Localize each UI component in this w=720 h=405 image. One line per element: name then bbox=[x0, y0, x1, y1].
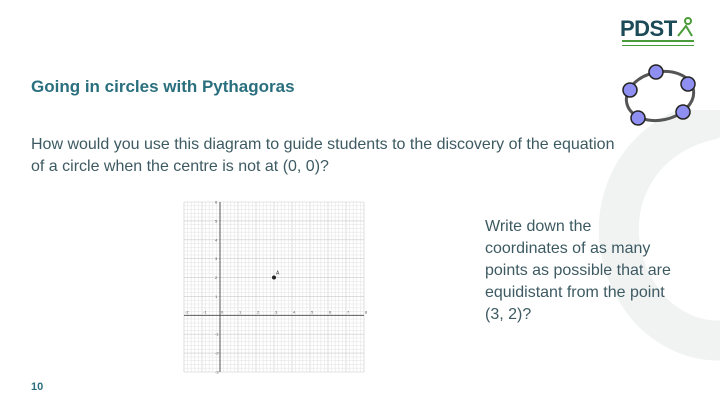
grid-svg bbox=[180, 198, 368, 376]
y-tick-label: 5 bbox=[215, 218, 218, 224]
x-tick-label: 8 bbox=[365, 309, 368, 315]
x-tick-label: 5 bbox=[311, 309, 314, 315]
x-tick-label: 6 bbox=[329, 309, 332, 315]
geogebra-icon bbox=[616, 60, 706, 128]
logo-text: PDST bbox=[620, 16, 677, 41]
x-tick-label: -1 bbox=[203, 309, 207, 315]
y-tick-label: -2 bbox=[215, 350, 219, 356]
pdst-logo bbox=[620, 14, 698, 52]
x-tick-label: 2 bbox=[257, 309, 260, 315]
coordinate-grid bbox=[180, 198, 368, 381]
x-tick-label: 3 bbox=[275, 309, 278, 315]
x-tick-label: 4 bbox=[293, 309, 296, 315]
side-prompt-text: Write down the coordinates of as many points as possible that are equidistant from the point (3, 2)? bbox=[485, 218, 671, 323]
y-tick-label: 1 bbox=[215, 293, 218, 299]
y-tick-label: 6 bbox=[215, 199, 218, 205]
y-tick-label: 2 bbox=[215, 275, 218, 281]
y-tick-label: -1 bbox=[215, 331, 219, 337]
question-text: How would you use this diagram to guide students to the discovery of the equation of a circle when the centre is not at (0, 0)? bbox=[31, 136, 615, 175]
y-tick-label: 4 bbox=[215, 237, 218, 243]
slide-title: Going in circles with Pythagoras bbox=[31, 77, 295, 96]
y-tick-label: 3 bbox=[215, 256, 218, 262]
logo-figure-icon bbox=[674, 16, 696, 42]
y-tick-label: -3 bbox=[215, 369, 219, 375]
page-number: 10 bbox=[31, 381, 44, 393]
x-tick-label: 7 bbox=[347, 309, 350, 315]
x-tick-label: 0 bbox=[221, 309, 224, 315]
point-a-label: A bbox=[276, 270, 280, 277]
x-tick-label: -2 bbox=[185, 309, 189, 315]
x-tick-label: 1 bbox=[239, 309, 242, 315]
